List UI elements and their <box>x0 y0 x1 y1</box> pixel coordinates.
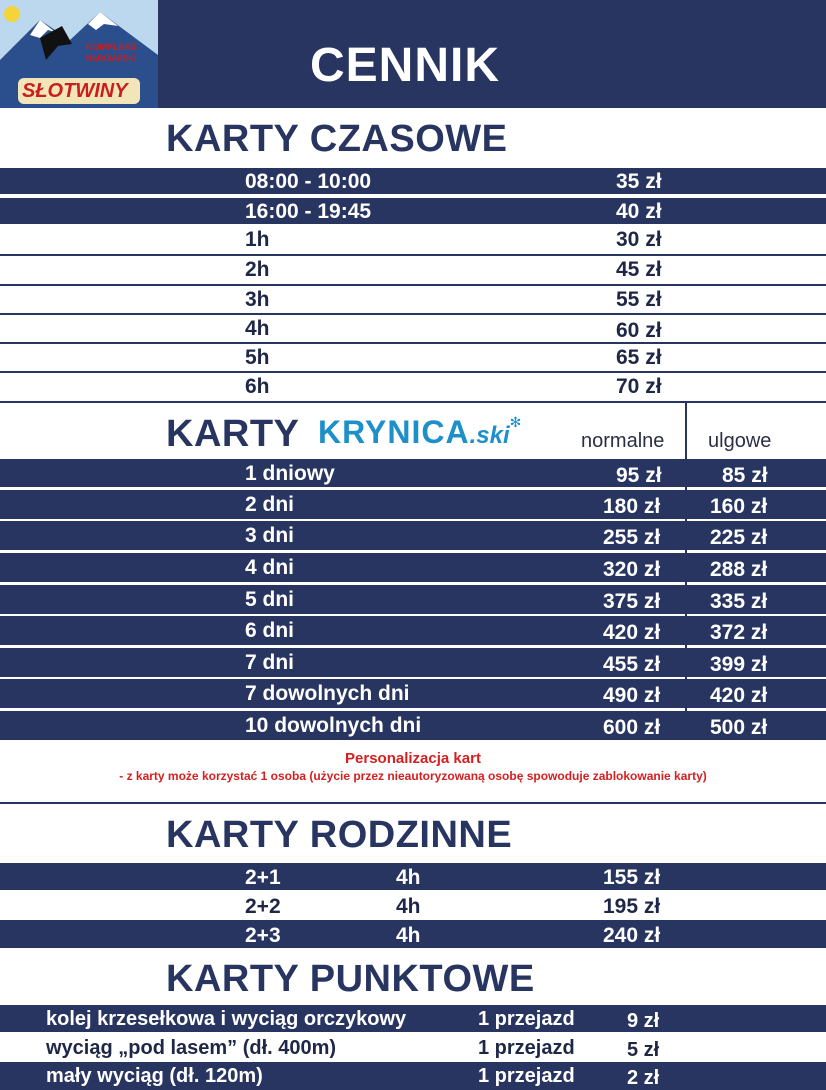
table-row <box>0 286 826 314</box>
divider <box>0 401 826 403</box>
table-row <box>0 373 826 401</box>
row-label: 2+1 <box>245 866 281 889</box>
table-row <box>0 344 826 372</box>
row-price-reduced: 420 zł <box>710 684 768 707</box>
row-label: kolej krzesełkowa i wyciąg orczykowy <box>46 1008 407 1030</box>
row-label: 2+3 <box>245 924 281 947</box>
krynica-brand: KRYNICA <box>318 414 470 450</box>
row-price: 60 zł <box>616 319 662 342</box>
table-row <box>0 891 826 918</box>
table-row <box>0 168 826 194</box>
row-label: 5h <box>245 346 270 369</box>
row-label: wyciąg „pod lasem” (dł. 400m) <box>46 1037 337 1059</box>
section-title-rodzinne: KARTY RODZINNE <box>166 814 513 856</box>
row-price: 35 zł <box>616 170 662 193</box>
row-price-reduced: 372 zł <box>710 621 768 644</box>
table-row <box>0 256 826 284</box>
snowflake-icon: ✻ <box>509 414 522 430</box>
row-price-reduced: 288 zł <box>710 558 768 581</box>
row-price: 195 zł <box>603 895 661 918</box>
section-title-krynica: KARTY <box>166 413 300 455</box>
logo-brand: SŁOTWINY <box>22 80 128 102</box>
row-price-normal: 375 zł <box>603 590 661 613</box>
divider <box>0 802 826 804</box>
row-label: 08:00 - 10:00 <box>245 170 372 193</box>
row-label: 6 dni <box>245 619 295 642</box>
row-price: 70 zł <box>616 375 662 398</box>
row-label: 1h <box>245 228 270 251</box>
logo-text-line2: NARCIARSKI <box>86 54 137 63</box>
row-price: 40 zł <box>616 200 662 223</box>
row-label: 3h <box>245 288 270 311</box>
row-price-reduced: 85 zł <box>722 464 768 487</box>
row-price-normal: 420 zł <box>603 621 661 644</box>
krynica-logo <box>318 414 521 451</box>
table-row <box>0 711 826 740</box>
table-row <box>0 315 826 343</box>
row-label: 6h <box>245 375 270 398</box>
row-label: 2+2 <box>245 895 281 918</box>
row-price: 65 zł <box>616 346 662 369</box>
row-time: 4h <box>396 895 421 918</box>
row-price-normal: 455 zł <box>603 653 661 676</box>
row-price-normal: 600 zł <box>603 716 661 739</box>
table-row <box>0 920 826 948</box>
row-label: 7 dowolnych dni <box>245 682 410 705</box>
table-row <box>0 1062 826 1090</box>
row-label: 4 dni <box>245 556 295 579</box>
row-label: 4h <box>245 317 270 340</box>
row-price: 240 zł <box>603 924 661 947</box>
row-price: 30 zł <box>616 228 662 251</box>
row-time: 4h <box>396 866 421 889</box>
table-row <box>0 648 826 677</box>
table-row <box>0 553 826 582</box>
krynica-suffix: .ski <box>469 422 510 449</box>
row-unit: 1 przejazd <box>478 1037 575 1059</box>
table-row <box>0 490 826 519</box>
row-label: 7 dni <box>245 651 295 674</box>
row-price-reduced: 500 zł <box>710 716 768 739</box>
column-header-normal: normalne <box>581 430 665 452</box>
row-price-reduced: 160 zł <box>710 495 768 518</box>
row-unit: 1 przejazd <box>478 1065 575 1087</box>
row-price: 5 zł <box>627 1039 660 1061</box>
row-price-normal: 95 zł <box>616 464 662 487</box>
row-label: 10 dowolnych dni <box>245 714 422 737</box>
row-price: 155 zł <box>603 866 661 889</box>
row-label: mały wyciąg (dł. 120m) <box>46 1065 263 1087</box>
note-text: - z karty może korzystać 1 osoba (użycie przez nieautoryzowaną osobę spowoduje zablokowanie karty) <box>119 769 707 783</box>
row-unit: 1 przejazd <box>478 1008 575 1030</box>
table-row <box>0 459 826 487</box>
row-label: 2h <box>245 258 270 281</box>
row-label: 3 dni <box>245 524 295 547</box>
row-label: 2 dni <box>245 493 295 516</box>
row-time: 4h <box>396 924 421 947</box>
table-row <box>0 863 826 890</box>
row-price-normal: 180 zł <box>603 495 661 518</box>
table-row <box>0 198 826 224</box>
section-title-punktowe: KARTY PUNKTOWE <box>166 958 535 1000</box>
row-label: 1 dniowy <box>245 462 335 485</box>
row-price-normal: 320 zł <box>603 558 661 581</box>
row-price-normal: 490 zł <box>603 684 661 707</box>
row-price-normal: 255 zł <box>603 526 661 549</box>
logo <box>0 0 158 108</box>
table-row <box>0 679 826 708</box>
table-row <box>0 226 826 254</box>
table-row <box>0 521 826 550</box>
table-row <box>0 585 826 614</box>
row-label: 16:00 - 19:45 <box>245 200 372 223</box>
table-row <box>0 616 826 645</box>
row-price: 45 zł <box>616 258 662 281</box>
logo-text-line1: KOMPLEKS <box>86 42 138 52</box>
row-price: 2 zł <box>627 1067 660 1089</box>
row-label: 5 dni <box>245 588 295 611</box>
row-price: 9 zł <box>627 1010 660 1032</box>
row-price: 55 zł <box>616 288 662 311</box>
table-row <box>0 1034 826 1061</box>
page-title: CENNIK <box>310 39 501 92</box>
table-row <box>0 1005 826 1032</box>
row-price-reduced: 225 zł <box>710 526 768 549</box>
row-price-reduced: 399 zł <box>710 653 768 676</box>
column-header-reduced: ulgowe <box>708 430 772 452</box>
row-price-reduced: 335 zł <box>710 590 768 613</box>
note-title: Personalizacja kart <box>345 750 481 767</box>
section-title-czasowe: KARTY CZASOWE <box>166 118 508 160</box>
